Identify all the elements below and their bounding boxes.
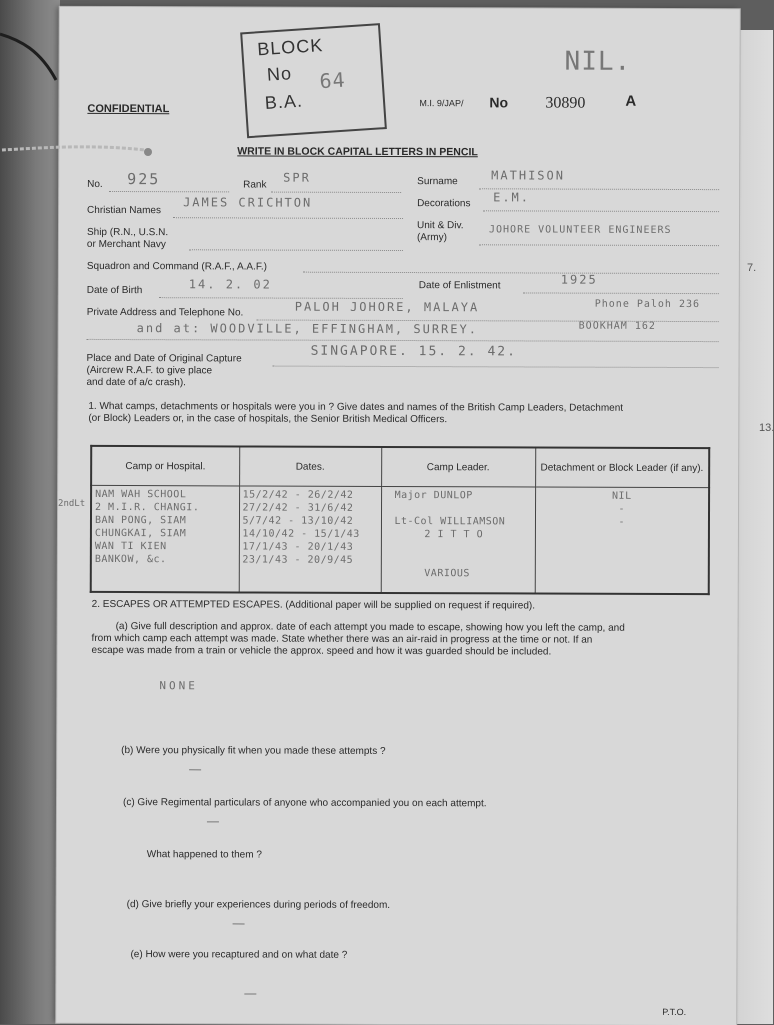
leader-entry: VARIOUS [424, 568, 470, 580]
string-tie [0, 20, 160, 170]
surname-label: Surname [417, 176, 458, 188]
confidential-label: CONFIDENTIAL [87, 102, 170, 116]
form-no-label: No [489, 94, 509, 111]
q2-heading: 2. ESCAPES OR ATTEMPTED ESCAPES. (Additional paper will be supplied on request if required). [91, 598, 536, 612]
decorations-line [483, 210, 719, 212]
address-line-2-value: and at: WOODVILLE, EFFINGHAM, SURREY. [136, 321, 478, 337]
dob-value: 14. 2. 02 [188, 277, 272, 292]
date-entry: 5/7/42 - 13/10/42 [242, 515, 354, 527]
no-label: No. [87, 178, 103, 190]
camp-entry: WAN TI KIEN [94, 540, 167, 553]
rank-value: SPR [283, 170, 311, 185]
camps-cell [91, 485, 239, 592]
col-dates: Dates. [239, 446, 381, 486]
camp-entry: NAM WAH SCHOOL [95, 488, 187, 501]
q2e-text: (e) How were you recaptured and on what date ? [130, 949, 348, 961]
date-entry: 27/2/42 - 31/6/42 [242, 502, 354, 514]
capture-label-3: and date of a/c crash). [86, 376, 186, 389]
capture-label-2: (Aircrew R.A.F. to give place [86, 364, 213, 377]
unit-label-1: Unit & Div. [416, 220, 464, 232]
camp-entry: 2 M.I.R. CHANGI. [95, 501, 200, 514]
stamp-line-block: BLOCK [256, 35, 324, 60]
date-entry: 15/2/42 - 26/2/42 [242, 489, 354, 501]
stamp-line-ba: B.A. [264, 90, 304, 113]
q2a-text-3: escape was made from a train or vehicle the approx. speed and how it was guarded should be included. [91, 644, 552, 658]
form-code: M.I. 9/JAP/ [419, 98, 464, 109]
rank-label: Rank [243, 179, 267, 191]
q1-text-2: (or Block) Leaders or, in the case of hospitals, the Senior British Medical Officers. [88, 412, 448, 426]
q2b-text: (b) Were you physically fit when you made these attempts ? [121, 745, 386, 757]
address-line-1-value: PALOH JOHORE, MALAYA [294, 299, 480, 315]
q1-text-1: 1. What camps, detachments or hospitals were you in ? Give dates and names of the British Camp Leaders, Detachment [88, 400, 624, 414]
unit-label-2: (Army) [416, 232, 447, 244]
capture-line [273, 366, 719, 369]
dob-label: Date of Birth [86, 284, 143, 297]
christian-names-line [173, 217, 403, 219]
decorations-label: Decorations [417, 198, 471, 210]
block-stamp [240, 23, 387, 138]
enlistment-label: Date of Enlistment [418, 280, 501, 292]
stamp-line-no: No [266, 63, 293, 85]
detachment-entry: - [618, 516, 626, 528]
camp-entry: CHUNGKAI, SIAM [94, 527, 187, 540]
form-suffix: A [625, 92, 637, 110]
rank-line [271, 192, 401, 193]
no-value: 925 [127, 170, 161, 189]
ship-label-2: or Merchant Navy [86, 238, 166, 251]
q2c-followup-text: What happened to them ? [146, 849, 262, 861]
stamp-number: 64 [318, 67, 347, 94]
q2a-answer: NONE [159, 679, 198, 693]
address-phone-1: Phone Paloh 236 [594, 298, 701, 311]
address-label: Private Address and Telephone No. [86, 306, 244, 319]
unit-value: JOHORE VOLUNTEER ENGINEERS [488, 224, 672, 236]
pto-label: P.T.O. [662, 1006, 687, 1018]
q2c-text: (c) Give Regimental particulars of anyone who accompanied you on each attempt. [122, 797, 487, 810]
col-detachment-leader: Detachment or Block Leader (if any). [535, 447, 709, 487]
squadron-label: Squadron and Command (R.A.F., A.A.F.) [86, 260, 267, 273]
christian-names-label: Christian Names [87, 204, 162, 217]
date-entry: 14/10/42 - 15/1/43 [242, 528, 360, 540]
underlying-sheet: 7. 13. [700, 30, 773, 1024]
q1-margin-note: 2ndLt [58, 498, 86, 509]
address-line-2 [87, 339, 719, 342]
capture-value: SINGAPORE. 15. 2. 42. [310, 343, 517, 360]
unit-line [479, 244, 719, 246]
leaders-cell [381, 486, 535, 593]
camps-table [90, 445, 711, 595]
detachment-cell [535, 487, 709, 594]
ship-line [189, 249, 403, 251]
col-camp-or-hospital: Camp or Hospital. [91, 446, 239, 486]
camp-entry: BAN PONG, SIAM [94, 514, 187, 527]
leader-entry: 2 I T T O [424, 529, 484, 541]
surname-value: MATHISON [491, 168, 566, 183]
nil-note: NIL. [564, 46, 632, 77]
dates-cell [239, 486, 381, 593]
leader-entry: Lt-Col WILLIAMSON [394, 515, 506, 528]
q2e-answer-dash [244, 993, 256, 994]
form-number: 30890 [545, 94, 586, 112]
address-phone-2: BOOKHAM 162 [578, 320, 656, 332]
q2d-answer-dash [233, 923, 245, 924]
col-camp-leader: Camp Leader. [381, 447, 535, 487]
date-entry: 23/1/43 - 20/9/45 [242, 554, 354, 566]
detachment-entry: NIL [612, 490, 632, 502]
ship-label-1: Ship (R.N., U.S.N. [86, 226, 169, 239]
q2a-text-2: from which camp each attempt was made. State whether there was an air-raid in progress at the time or not. If an [91, 632, 593, 646]
leader-entry: Major DUNLOP [394, 489, 473, 502]
q2b-answer-dash [189, 769, 201, 770]
squadron-line [303, 272, 719, 274]
camp-entry: BANKOW, &c. [94, 553, 167, 566]
date-entry: 17/1/43 - 20/1/43 [242, 541, 354, 553]
instruction-heading: WRITE IN BLOCK CAPITAL LETTERS IN PENCIL [237, 145, 478, 159]
q2c-answer-dash [207, 821, 219, 822]
q2d-text: (d) Give briefly your experiences during periods of freedom. [126, 899, 391, 911]
no-line [109, 191, 229, 192]
q2a-text-1: (a) Give full description and approx. date of each attempt you made to escape, showing how you left the camp, and [115, 621, 625, 634]
detachment-entry: - [618, 503, 626, 515]
dob-line [159, 297, 403, 299]
christian-names-value: JAMES CRICHTON [183, 195, 313, 210]
enlistment-value: 1925 [560, 272, 598, 287]
capture-label-1: Place and Date of Original Capture [86, 352, 242, 365]
enlistment-line [523, 292, 719, 294]
decorations-value: E.M. [493, 190, 531, 205]
